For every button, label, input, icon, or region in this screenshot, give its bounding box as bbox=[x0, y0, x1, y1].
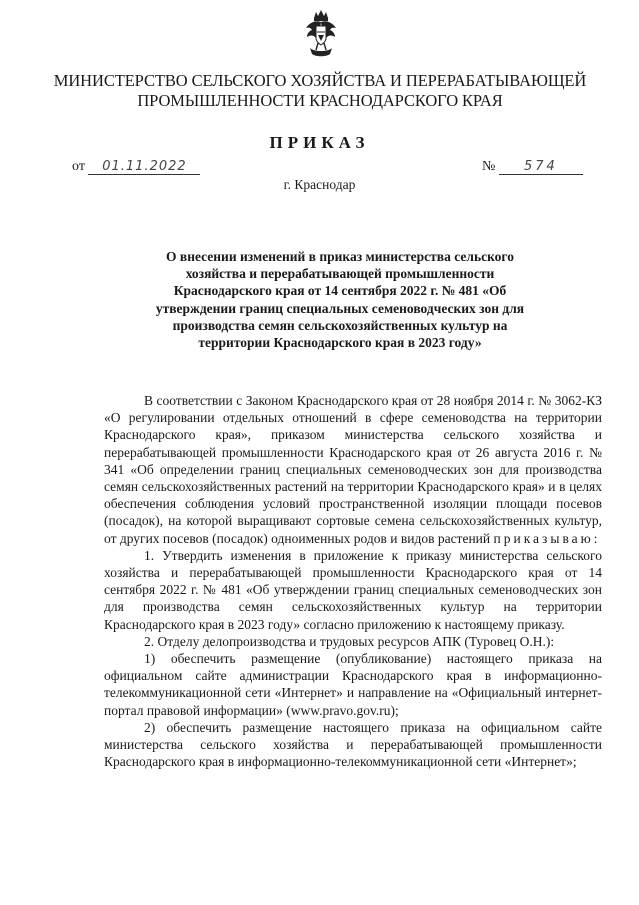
preamble-text: В соответствии с Законом Краснодарского края от 28 ноября 2014 г. № 3062-КЗ «О регулировании отдельных отношений в сфере семеноводства на территории Краснодарского края», приказом министерства сельского хозяйства и перерабатывающей промышленности Краснодарского края от 26 августа 2016 г. № 341 «Об определении границ специальных семеноводческих зон для производства семян сельскохозяйственных растений на территории Краснодарского края» и в целях обеспечения соблюдения условий пространственной изоляции площади посевов (посадок), на которой выращивают сортовые семена сельскохозяйственных культур, от других посевов (посадок) одноименных родов и видов растений bbox=[104, 393, 602, 546]
city: г. Краснодар bbox=[283, 177, 356, 192]
decree-word: приказываю: bbox=[493, 530, 601, 546]
order-body bbox=[104, 392, 602, 770]
order-subject: О внесении изменений в приказ министерства сельского хозяйства и перерабатывающей промышленности Краснодарского края от 14 сентября 2022 г. № 481 «Об утверждении границ специальных семеноводческих зон для производства семян сельскохозяйственных культур на территории Краснодарского края в 2023 году» bbox=[155, 249, 525, 351]
order-number: 574 bbox=[499, 160, 583, 175]
date-prefix: от bbox=[72, 159, 85, 174]
item-1: 1. Утвердить изменения в приложение к приказу министерства сельского хозяйства и перерабатывающей промышленности Краснодарского края от 14 сентября 2022 г. № 481 «Об утверждении границ специальных семеноводческих зон для производства семян сельскохозяйственных культур на территории Краснодарского края в 2023 году» согласно приложению к настоящему приказу. bbox=[104, 547, 602, 632]
coat-of-arms-icon bbox=[304, 10, 338, 58]
ministry-name: МИНИСТЕРСТВО СЕЛЬСКОГО ХОЗЯЙСТВА И ПЕРЕРАБАТЫВАЮЩЕЙ ПРОМЫШЛЕННОСТИ КРАСНОДАРСКОГО КРАЯ bbox=[53, 71, 587, 110]
order-date-line bbox=[72, 159, 200, 175]
order-date: 01.11.2022 bbox=[88, 160, 200, 175]
item-2-2: 2) обеспечить размещение настоящего приказа на официальном сайте министерства сельского хозяйства и перерабатывающей промышленности Краснодарского края в информационно-телекоммуникационной сети «Интернет»; bbox=[104, 719, 602, 770]
preamble-paragraph bbox=[104, 392, 602, 547]
order-number-line bbox=[482, 159, 583, 175]
item-2-1: 1) обеспечить размещение (опубликование) настоящего приказа на официальном сайте администрации Краснодарского края в информационно-телекоммуникационной сети «Интернет» и направление на «Официальный интернет-портал правовой информации» (www.pravo.gov.ru); bbox=[104, 651, 602, 718]
item-2: 2. Отделу делопроизводства и трудовых ресурсов АПК (Туровец О.Н.): bbox=[144, 633, 555, 649]
document-type-title: ПРИКАЗ bbox=[269, 133, 370, 152]
number-prefix: № bbox=[482, 159, 496, 174]
